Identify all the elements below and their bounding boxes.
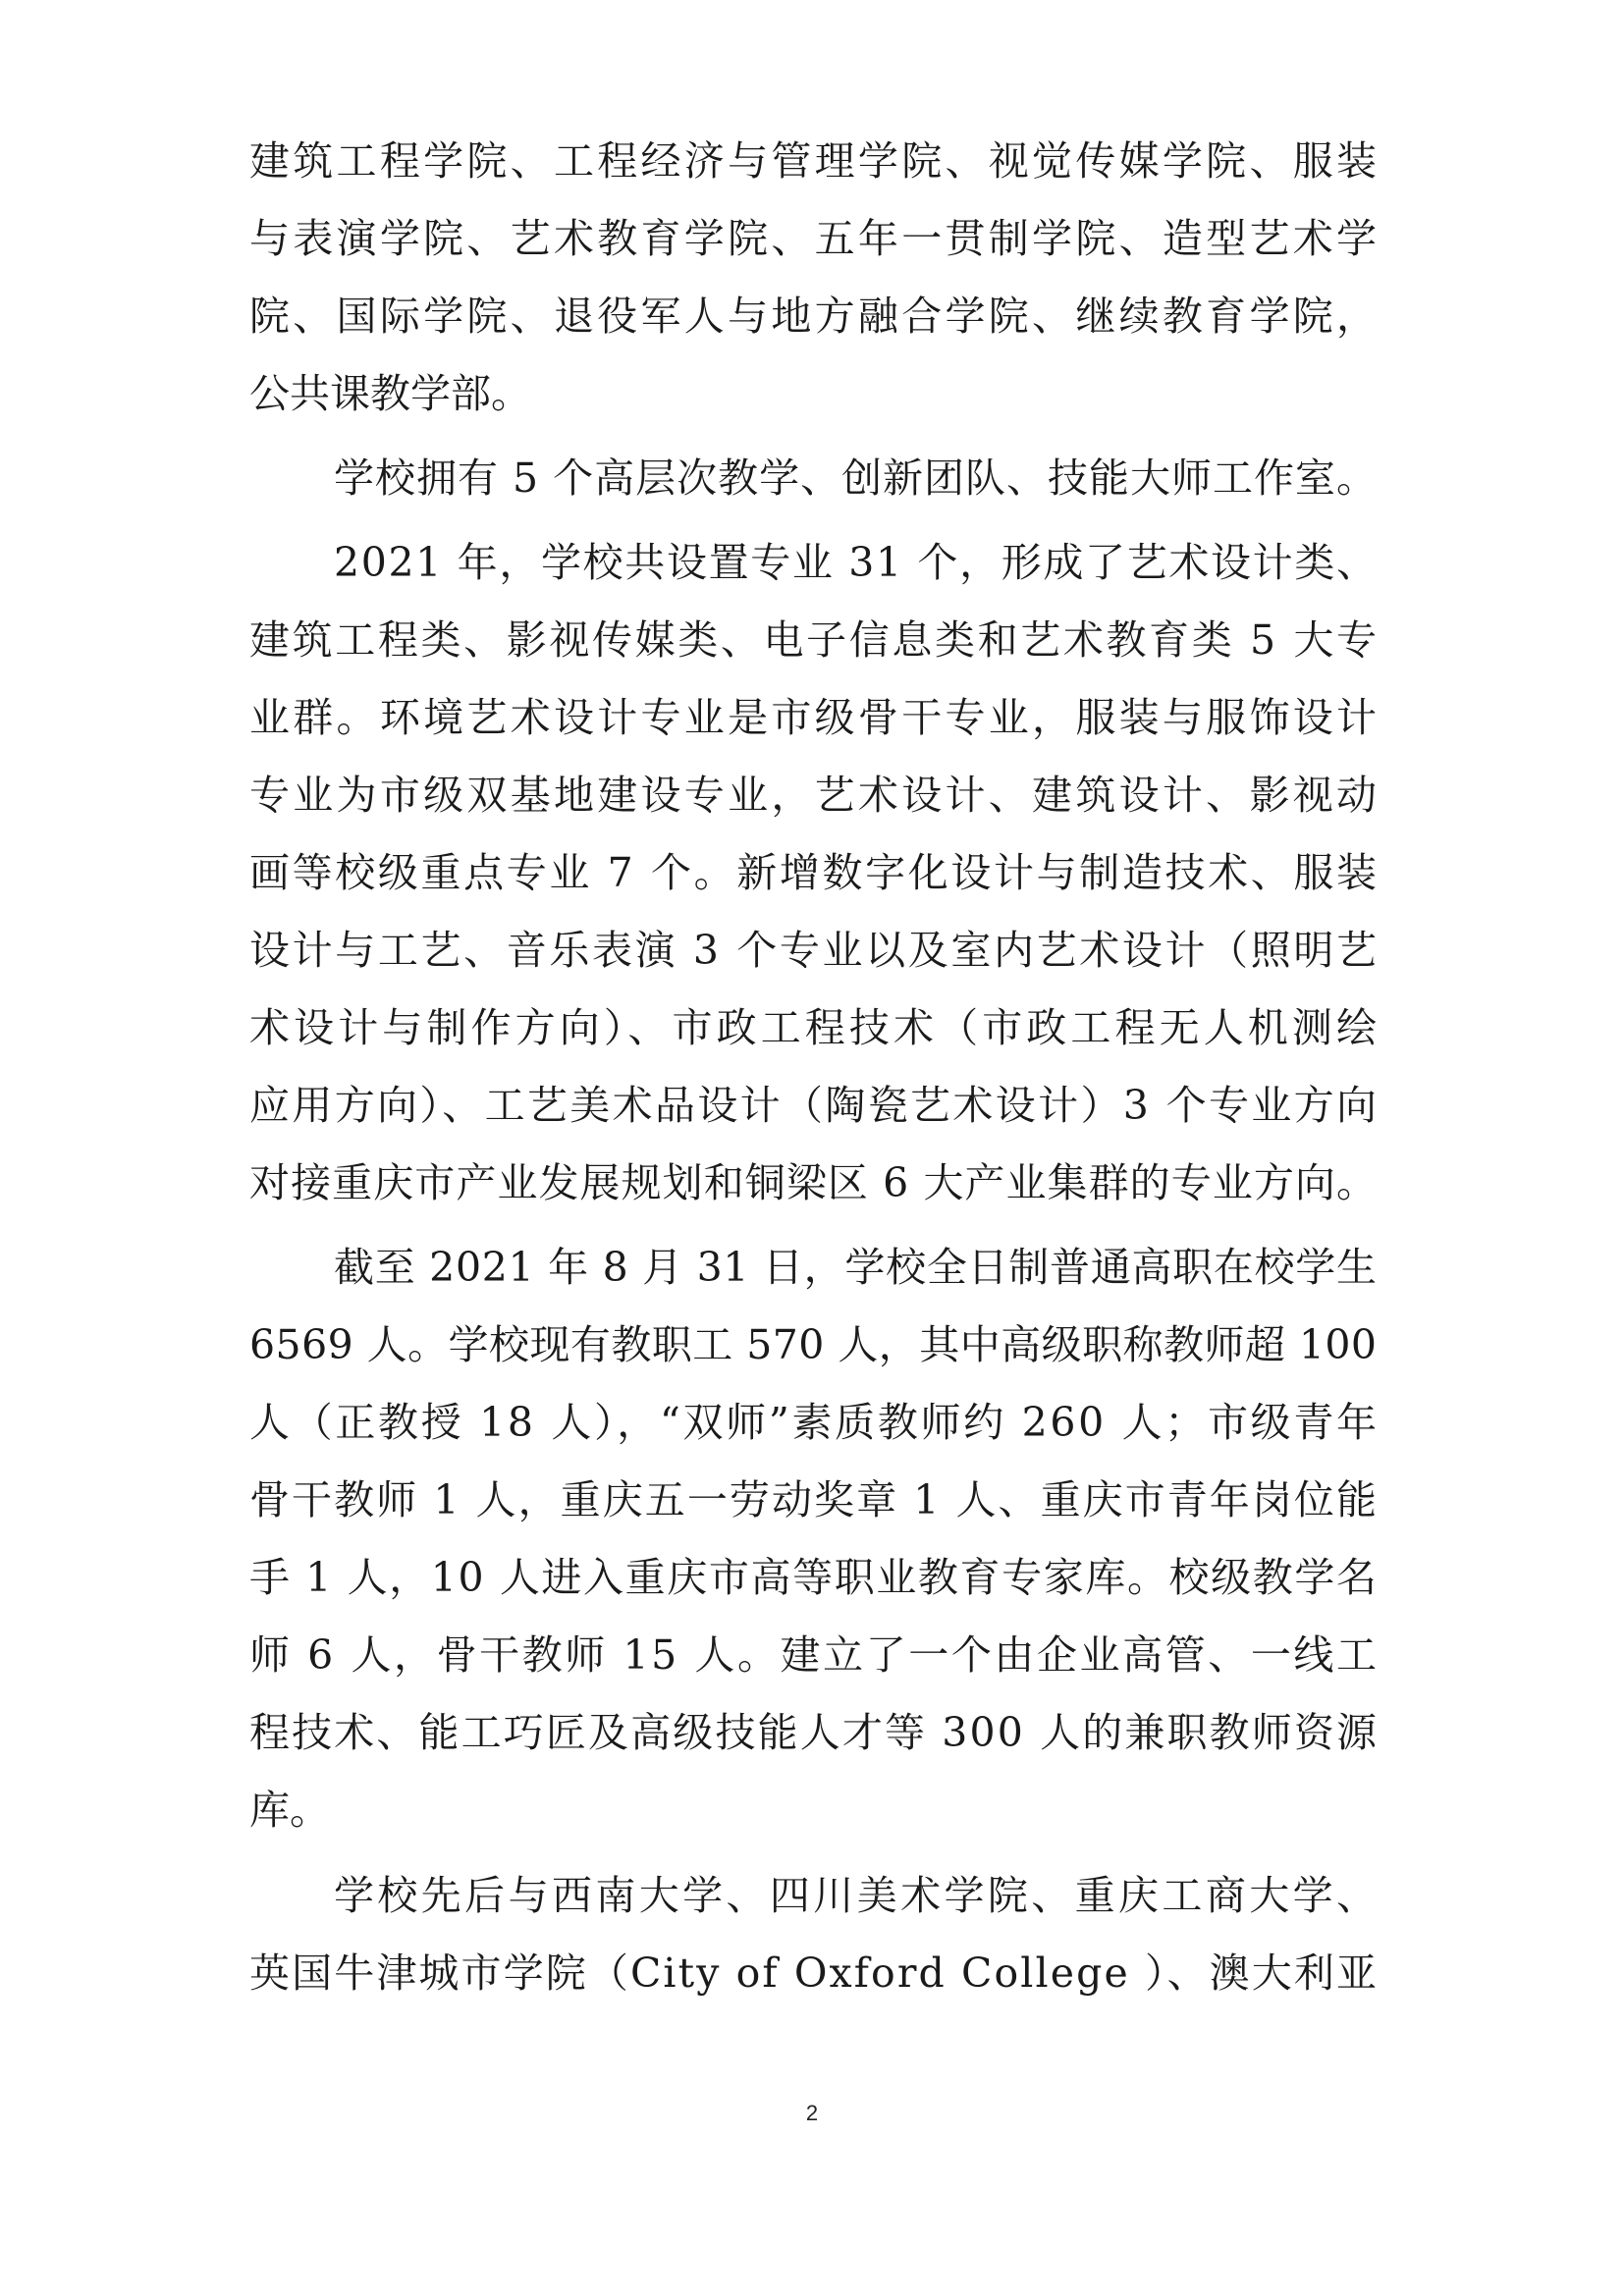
text-line: 6569 人。学校现有教职工 570 人，其中高级职称教师超 100 bbox=[249, 1321, 1378, 1368]
page-number: 2 bbox=[805, 2101, 819, 2125]
text-line: 业群。环境艺术设计专业是市级骨干专业，服装与服饰设计 bbox=[249, 694, 1380, 741]
text-line: 与表演学院、艺术教育学院、五年一贯制学院、造型艺术学 bbox=[249, 215, 1380, 262]
text-line: 设计与工艺、音乐表演 3 个专业以及室内艺术设计（照明艺 bbox=[249, 927, 1380, 974]
text-line: 术设计与制作方向）、市政工程技术（市政工程无人机测绘 bbox=[249, 1004, 1381, 1051]
text-line: 专业为市级双基地建设专业，艺术设计、建筑设计、影视动 bbox=[249, 772, 1380, 819]
text-line: 建筑工程学院、工程经济与管理学院、视觉传媒学院、服装 bbox=[249, 137, 1380, 185]
text-line: 手 1 人，10 人进入重庆市高等职业教育专家库。校级教学名 bbox=[249, 1554, 1379, 1601]
text-line: 学校拥有 5 个高层次教学、创新团队、技能大师工作室。 bbox=[334, 454, 1378, 502]
text-line: 对接重庆市产业发展规划和铜梁区 6 大产业集群的专业方向。 bbox=[249, 1159, 1379, 1206]
text-line: 建筑工程类、影视传媒类、电子信息类和艺术教育类 5 大专 bbox=[249, 616, 1380, 664]
text-line: 画等校级重点专业 7 个。新增数字化设计与制造技术、服装 bbox=[249, 849, 1380, 896]
text-line: 应用方向）、工艺美术品设计（陶瓷艺术设计）3 个专业方向 bbox=[249, 1082, 1380, 1129]
text-line: 学校先后与西南大学、四川美术学院、重庆工商大学、 bbox=[334, 1872, 1380, 1919]
text-line: 库。 bbox=[249, 1787, 330, 1834]
text-line: 骨干教师 1 人，重庆五一劳动奖章 1 人、重庆市青年岗位能 bbox=[249, 1476, 1380, 1523]
text-line: 公共课教学部。 bbox=[249, 370, 531, 417]
text-line: 程技术、能工巧匠及高级技能人才等 300 人的兼职教师资源 bbox=[249, 1709, 1380, 1756]
text-line: 人（正教授 18 人），“双师”素质教师约 260 人；市级青年 bbox=[249, 1399, 1380, 1446]
text-line: 英国牛津城市学院（City of Oxford College ）、澳大利亚 bbox=[249, 1949, 1380, 1997]
text-line: 院、国际学院、退役军人与地方融合学院、继续教育学院， bbox=[249, 293, 1380, 340]
text-line: 师 6 人，骨干教师 15 人。建立了一个由企业高管、一线工 bbox=[249, 1631, 1380, 1679]
text-line: 截至 2021 年 8 月 31 日，学校全日制普通高职在校学生 bbox=[334, 1244, 1378, 1291]
text-line: 2021 年，学校共设置专业 31 个，形成了艺术设计类、 bbox=[334, 539, 1379, 586]
